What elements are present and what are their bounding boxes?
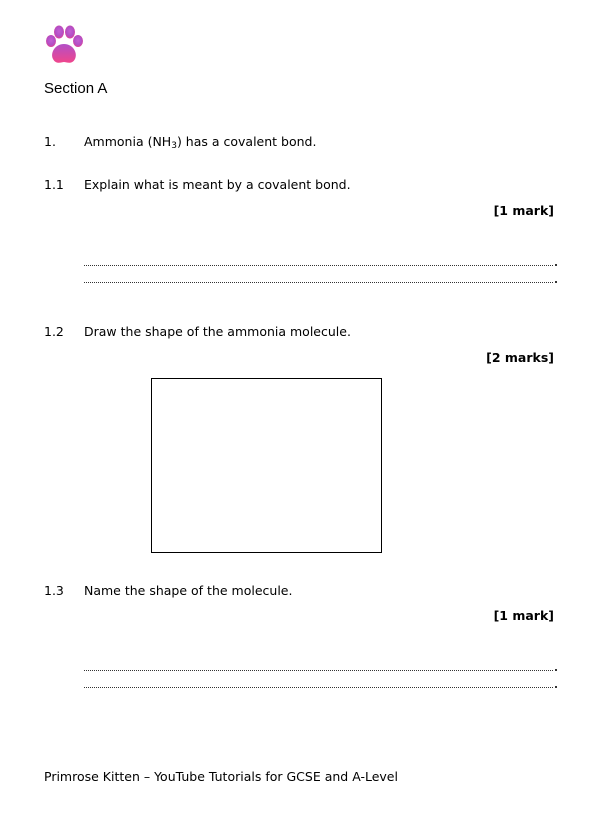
drawing-box[interactable] (151, 378, 382, 553)
paw-print-icon (44, 24, 84, 66)
question-number: 1.2 (44, 324, 64, 339)
answer-line[interactable] (84, 282, 553, 283)
section-title: Section A (44, 80, 108, 97)
subscript: 3 (171, 141, 177, 151)
question-number: 1.3 (44, 583, 64, 598)
marks-label: [2 marks] (486, 350, 554, 365)
question-number: 1.1 (44, 177, 64, 192)
marks-label: [1 mark] (493, 203, 554, 218)
answer-line[interactable] (84, 265, 553, 266)
answer-line[interactable] (84, 687, 553, 688)
marks-label: [1 mark] (493, 608, 554, 623)
answer-line[interactable] (84, 670, 553, 671)
question-number: 1. (44, 134, 56, 149)
question-text: Name the shape of the molecule. (84, 583, 293, 598)
footer-text: Primrose Kitten – YouTube Tutorials for GCSE and A-Level (44, 769, 398, 784)
question-text: Draw the shape of the ammonia molecule. (84, 324, 351, 339)
question-text: Explain what is meant by a covalent bond. (84, 177, 351, 192)
question-text: Ammonia $(NH_3)$ has a covalent bond. (84, 134, 317, 151)
